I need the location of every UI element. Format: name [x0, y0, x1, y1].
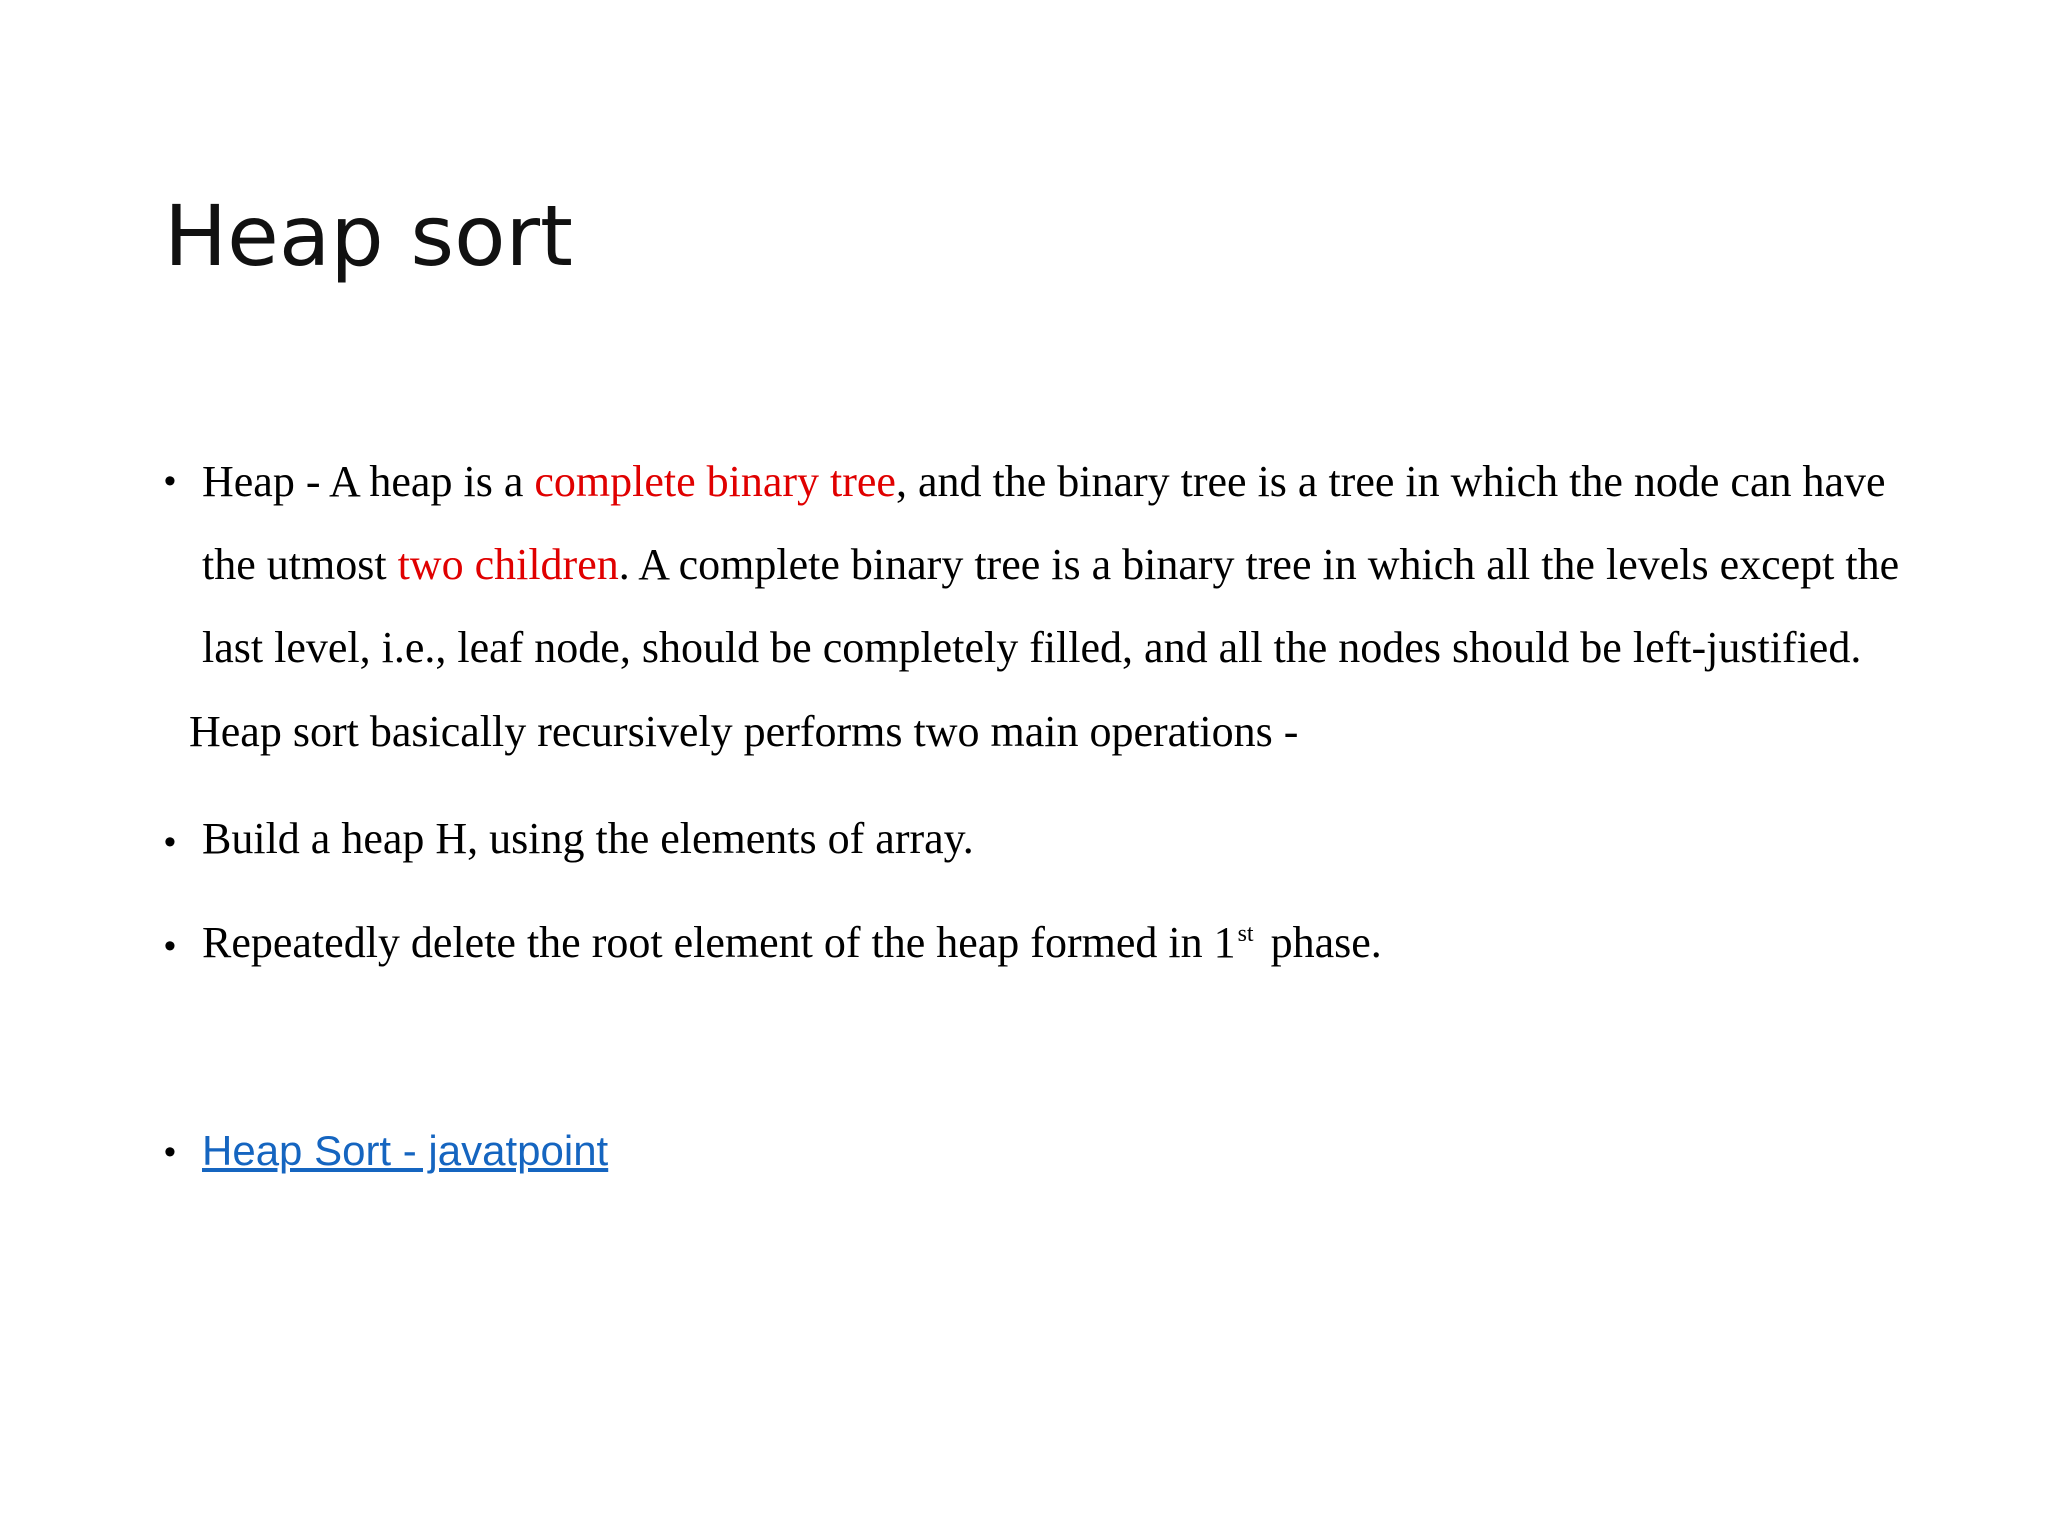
operations-intro: Heap sort basically recursively performs two main operations -	[189, 707, 1299, 756]
highlight-complete-binary-tree: complete binary tree	[534, 457, 896, 506]
slide-body	[164, 440, 1904, 1181]
operation-1-bullet	[164, 809, 1904, 869]
bullet-dot-icon: •	[164, 927, 176, 965]
highlight-two-children: two children	[397, 540, 619, 589]
bullet-dot-icon: •	[164, 462, 176, 500]
operation-1-text: Build a heap H, using the elements of array.	[202, 814, 974, 863]
definition-text: Heap - A heap is a	[202, 457, 535, 506]
operation-2-superscript: st	[1237, 921, 1254, 947]
bullet-dot-icon: •	[164, 1133, 176, 1171]
operation-2-bullet	[164, 913, 1904, 973]
reference-link[interactable]: Heap Sort - javatpoint	[202, 1127, 609, 1174]
reference-bullet	[164, 1121, 1904, 1181]
definition-bullet	[164, 440, 1904, 689]
slide-title: Heap sort	[164, 187, 573, 285]
bullet-dot-icon: •	[164, 823, 176, 861]
operation-2-text-end: phase.	[1259, 918, 1382, 967]
definition-text: . A complete binary tree is a binary tree in which all the levels except the last level, i.e., leaf node, should be completely filled, and all the nodes should be left-justified.	[202, 540, 1900, 672]
operation-2-text: Repeatedly delete the root element of the heap formed in 1	[202, 918, 1236, 967]
definition-text: , and the binary tree is a tree in which the node can have the utmost	[202, 457, 1886, 589]
